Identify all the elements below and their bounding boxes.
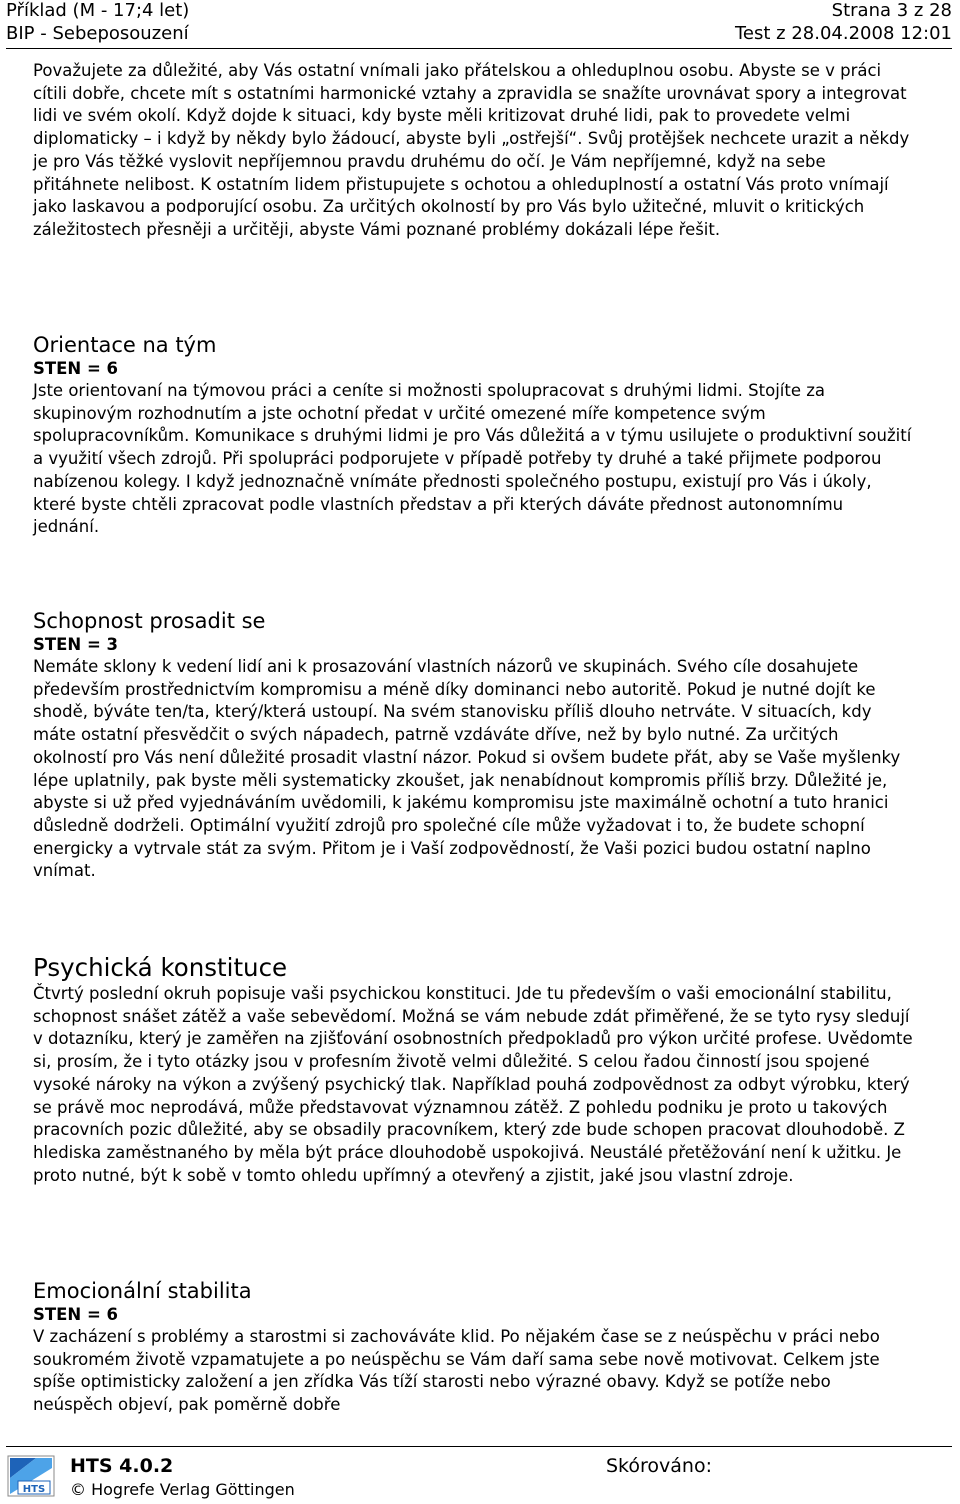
- sten-score: STEN = 6: [33, 1305, 119, 1324]
- sten-score: STEN = 3: [33, 635, 119, 654]
- section-orientace-na-tym: [33, 332, 913, 539]
- section-title: Schopnost prosadit se: [33, 609, 266, 633]
- scored-label: Skórováno:: [606, 1455, 712, 1477]
- section-title: Psychická konstituce: [33, 953, 288, 982]
- sten-score: STEN = 6: [33, 359, 119, 378]
- section-text: Jste orientovaní na týmovou práci a ceníte si možnosti spolupracovat s druhými lidmi. Stojíte za skupinovým rozhodnutím a jste ochotní předat v určité omezené míře kompetence svým spolupracovníkům. Komunikace s druhými lidmi je pro Vás důležitá a v týmu usilujete o produktivní soužití a využití všech zdrojů. Při spolupráci podporujete v případě potřeby ty druhé a také přijmete podporou nabízenou kolegy. I když jednoznačně vnímáte přednosti společného postupu, existují pro Vás i úkoly, které byste chtěli zpracovat podle vlastních představ a při kterých dáváte přednost autonomnímu jednání.: [33, 381, 912, 537]
- section-text: Nemáte sklony k vedení lidí ani k prosazování vlastních názorů ve skupinách. Svého cíle dosahujete především prostřednictvím kompromisu a méně díky dominanci nebo autoritě. Pokud je nutné dojít ke shodě, býváte ten/ta, který/která ustoupí. Na svém stanovisku příliš dlouho netrváte. V situacích, kdy máte ostatní přesvědčit o svých nápadech, patrně vzdáváte dříve, než by bylo nutné. Za určitých okolností pro Vás není důležité prosadit vlastní názor. Pokud si ovšem budete přát, aby se Vaše myšlenky lépe uplatnily, pak byste měli systematicky zkoušet, jak nenabídnout kompromis příliš brzy. Důležité je, abyste si už před vyjednáváním uvědomili, k jakému kompromisu jste maximálně ochotní a tuto hranici důsledně dodrželi. Optimální využití zdrojů pro společné cíle může vyžadovat i to, že budete schopní energicky a vytrvale stát za svým. Přitom je i Vaší zodpovědností, že Vaši pozici budou ostatní naplno vnímat.: [33, 657, 901, 881]
- footer-divider: [6, 1446, 952, 1447]
- section-schopnost-prosadit-se: [33, 608, 913, 883]
- intro-paragraph: Považujete za důležité, aby Vás ostatní vnímali jako přátelskou a ohleduplnou osobu. Abyste se v práci cítili dobře, chcete mít s ostatními harmonické vztahy a zpravidla se snažíte urovnávat spory a integrovat lidi ve svém okolí. Když dojde k situaci, kdy byste měli kritizovat druhé lidi, pak to provedete velmi diplomaticky – i když by někdy bylo žádoucí, abyste byli „ostřejší“. Svůj protějšek nechcete urazit a někdy je pro Vás těžké vyslovit nepříjemnou pravdu druhému do očí. Je Vám nepříjemné, když na sebe přitáhnete nelibost. K ostatním lidem přistupujete s ochotou a ohleduplností a ostatní Vás proto vnímají jako laskavou a podporující osobu. Za určitých okolností by pro Vás bylo užitečné, mluvit o kritických záležitostech přesněji a určitěji, abyste Vámi poznané problémy dokázali lépe řešit.: [33, 61, 910, 239]
- copyright: © Hogrefe Verlag Göttingen: [70, 1480, 295, 1499]
- product-version: HTS 4.0.2: [70, 1455, 174, 1477]
- section-text: V zacházení s problémy a starostmi si zachováváte klid. Po nějakém čase se z neúspěchu v práci nebo soukromém životě vzpamatujete a po neúspěchu se Vám daří sama sebe nově motivovat. Celkem jste spíše optimisticky založení a jen zřídka Vás tíží starosti nebo výrazné obavy. Když se potíže nebo neúspěch objeví, pak poměrně dobře: [33, 1327, 880, 1415]
- page-number: Strana 3 z 28: [831, 0, 952, 21]
- report-title: Příklad (M - 17;4 let): [6, 0, 190, 21]
- page-footer: [6, 1452, 952, 1502]
- svg-text:HTS: HTS: [22, 1484, 46, 1495]
- section-title: Orientace na tým: [33, 333, 217, 357]
- header-divider: [6, 48, 952, 49]
- section-title: Emocionální stabilita: [33, 1279, 252, 1303]
- test-date: Test z 28.04.2008 12:01: [735, 23, 952, 44]
- hts-logo-icon: [6, 1454, 56, 1498]
- section-psychicka-konstituce: [33, 953, 913, 1187]
- section-text: Čtvrtý poslední okruh popisuje vaši psychickou konstituci. Jde tu především o vaši emocionální stabilitu, schopnost snášet zátěž a vaše sebevědomí. Možná se vám nebude zdát přiměřené, že se tyto rysy sledují v dotazníku, který je zaměřen na zjišťování osobnostních předpokladů pro výkon určité profese. Uvědomte si, prosím, že i tyto otázky jsou v profesním životě velmi důležité. S celou řadou činností jsou spojené vysoké nároky na výkon a zvýšený psychický tlak. Například pouhá zodpovědnost za odbyt výrobku, který se právě moc neprodává, může představovat významnou zátěž. Z pohledu podniku je proto u takových pracovních pozic důležité, aby se obsadily pracovníkem, který zde bude schopen pracovat dlouhodobě. Z hlediska zaměstnaného by měla být práce dlouhodobě uspokojivá. Neustálé přetěžování není k užitku. Je proto nutné, být k sobě v tomto ohledu upřímný a otevřený a zjistit, jaké jsou vlastní zdroje.: [33, 984, 913, 1185]
- test-name: BIP - Sebeposouzení: [6, 23, 189, 44]
- section-emocionalni-stabilita: [33, 1278, 913, 1417]
